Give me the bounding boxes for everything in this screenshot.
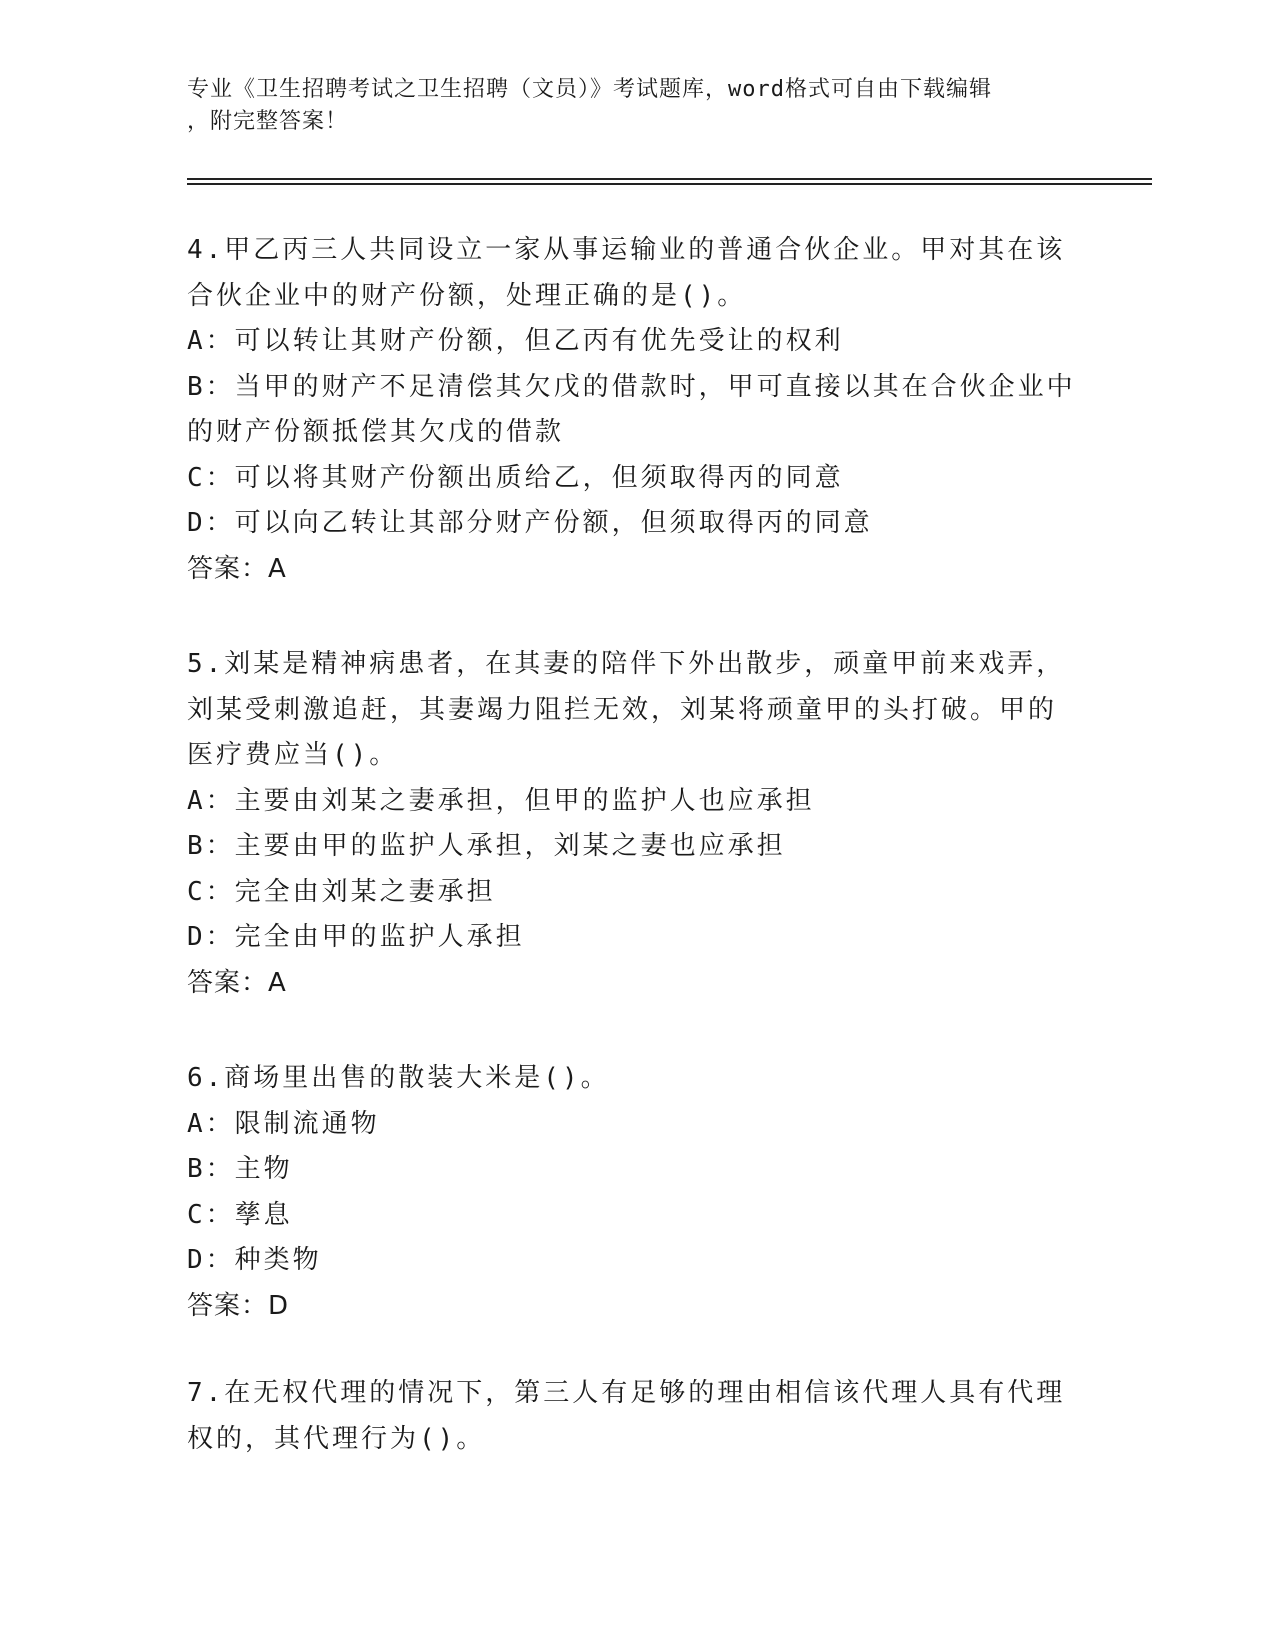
option-d: D：种类物 bbox=[187, 1245, 322, 1275]
question-6 bbox=[187, 1056, 1087, 1329]
answer-label: 答案：A bbox=[187, 553, 287, 584]
answer-label: 答案：D bbox=[187, 1290, 290, 1321]
question-stem-line: 4.甲乙丙三人共同设立一家从事运输业的普通合伙企业。甲对其在该 bbox=[187, 235, 1066, 265]
option-b: B：主要由甲的监护人承担，刘某之妻也应承担 bbox=[187, 831, 786, 861]
option-b: B：主物 bbox=[187, 1154, 293, 1184]
question-stem-line: 权的，其代理行为()。 bbox=[187, 1423, 486, 1454]
question-stem-line: 5.刘某是精神病患者，在其妻的陪伴下外出散步，顽童甲前来戏弄， bbox=[187, 649, 1066, 679]
question-7 bbox=[187, 1371, 1087, 1462]
question-stem-line: 医疗费应当()。 bbox=[187, 740, 399, 770]
option-a: A：可以转让其财产份额，但乙丙有优先受让的权利 bbox=[187, 326, 844, 356]
header-divider-bottom bbox=[187, 183, 1152, 185]
header-line-2: ，附完整答案！ bbox=[187, 109, 349, 134]
question-stem-line: 7.在无权代理的情况下，第三人有足够的理由相信该代理人具有代理 bbox=[187, 1378, 1066, 1408]
option-b: B：当甲的财产不足清偿其欠戊的借款时，甲可直接以其在合伙企业中 bbox=[187, 371, 1076, 402]
option-c: C：可以将其财产份额出质给乙，但须取得丙的同意 bbox=[187, 462, 844, 493]
question-stem-line: 刘某受刺激追赶，其妻竭力阻拦无效，刘某将顽童甲的头打破。甲的 bbox=[187, 694, 1058, 725]
document-header bbox=[187, 74, 1087, 138]
question-stem-line: 6.商场里出售的散装大米是()。 bbox=[187, 1063, 610, 1093]
option-b-continued: 的财产份额抵偿其欠戊的借款 bbox=[187, 417, 565, 447]
question-4 bbox=[187, 228, 1087, 592]
option-c: C：完全由刘某之妻承担 bbox=[187, 876, 496, 907]
option-c: C：孳息 bbox=[187, 1199, 293, 1230]
option-a: A：主要由刘某之妻承担，但甲的监护人也应承担 bbox=[187, 785, 815, 816]
header-divider-top bbox=[187, 178, 1152, 180]
option-d: D：完全由甲的监护人承担 bbox=[187, 922, 525, 952]
option-a: A：限制流通物 bbox=[187, 1108, 380, 1139]
question-stem-line: 合伙企业中的财产份额，处理正确的是()。 bbox=[187, 280, 747, 311]
option-d: D：可以向乙转让其部分财产份额，但须取得丙的同意 bbox=[187, 508, 873, 538]
question-5 bbox=[187, 642, 1087, 1006]
header-line-1: 专业《卫生招聘考试之卫生招聘（文员）》考试题库，word格式可自由下载编辑 bbox=[187, 77, 992, 102]
answer-label: 答案：A bbox=[187, 967, 287, 998]
